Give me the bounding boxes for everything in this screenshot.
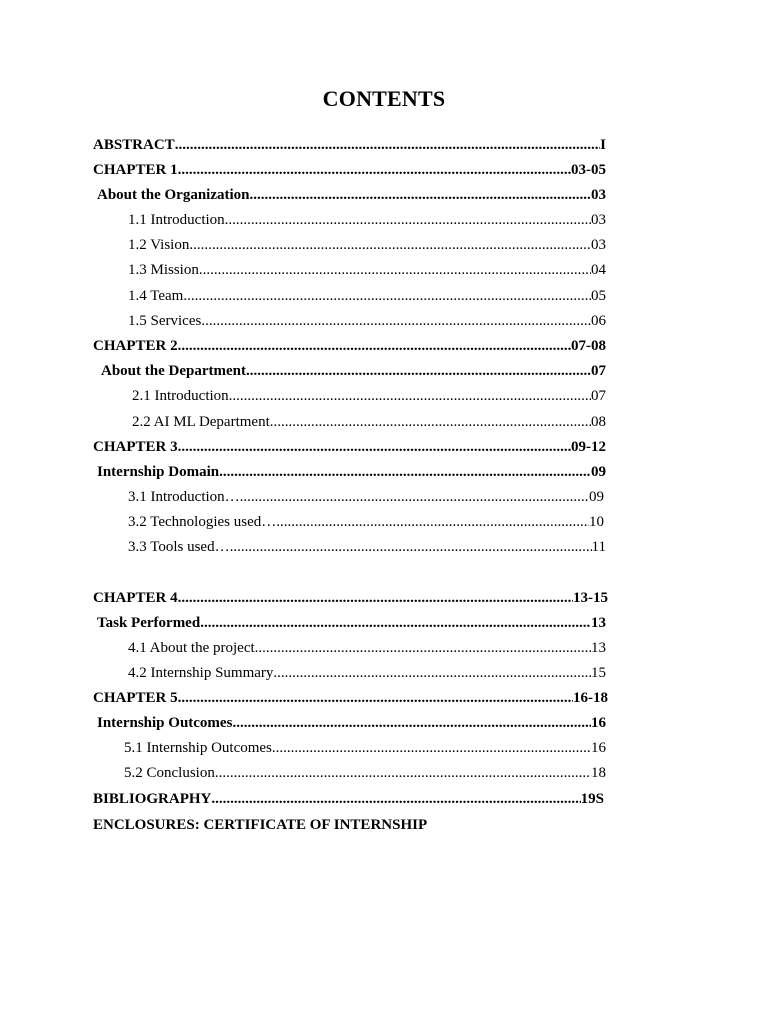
dot-leader [272, 738, 591, 758]
dot-leader [211, 789, 580, 809]
toc-entry-about-department[interactable] [101, 361, 606, 381]
toc-entry-page: 13-15 [573, 590, 608, 606]
toc-entry-label: Internship Domain [97, 464, 220, 480]
toc-entry-page: 16-18 [573, 690, 608, 706]
toc-entry-task-performed[interactable] [97, 613, 606, 633]
toc-entry-bibliography[interactable] [93, 789, 604, 809]
toc-entry-chapter-4[interactable] [93, 588, 608, 608]
toc-entry-label: Internship Outcomes [97, 715, 233, 731]
toc-entry-abstract[interactable] [93, 135, 606, 155]
toc-entry-label: 4.2 Internship Summary [128, 665, 274, 681]
toc-entry-1-4[interactable] [128, 286, 606, 306]
toc-entry-page: 05 [591, 288, 606, 304]
toc-entry-chapter-5[interactable] [93, 688, 608, 708]
toc-entry-page: 09 [591, 464, 606, 480]
dot-leader [178, 588, 573, 608]
dot-leader [246, 361, 591, 381]
toc-entry-page: I [600, 137, 606, 153]
toc-entry-label: CHAPTER 4 [93, 590, 178, 606]
toc-entry-5-2[interactable] [124, 763, 606, 783]
dot-leader [250, 185, 591, 205]
dot-leader [255, 638, 591, 658]
toc-entry-page: 06 [591, 313, 606, 329]
toc-entry-page: 13 [591, 640, 606, 656]
toc-entry-3-2[interactable] [128, 512, 604, 532]
toc-entry-1-2[interactable] [128, 235, 606, 255]
toc-entry-page: 07 [591, 363, 606, 379]
toc-entry-label: ABSTRACT [93, 137, 175, 153]
toc-entry-page: 13 [591, 615, 606, 631]
dot-leader [183, 286, 591, 306]
toc-entry-4-1[interactable] [128, 638, 606, 658]
page-title: CONTENTS [322, 86, 446, 111]
dot-leader [200, 613, 591, 633]
toc-entry-label: CHAPTER 2 [93, 338, 178, 354]
dot-leader [230, 537, 592, 557]
dot-leader [225, 210, 591, 230]
dot-leader [189, 235, 591, 255]
toc-entry-label: CHAPTER 5 [93, 690, 178, 706]
toc-entry-label: 1.3 Mission [128, 262, 199, 278]
toc-entry-label: 1.4 Team [128, 288, 184, 304]
toc-entry-label: 1.2 Vision [128, 237, 190, 253]
toc-entry-page: 16 [591, 715, 606, 731]
toc-entry-page: 03 [591, 212, 606, 228]
dot-leader [199, 260, 591, 280]
toc-entry-label: 3.1 Introduction… [128, 489, 240, 505]
toc-entry-chapter-1[interactable] [93, 160, 606, 180]
toc-entry-label: 5.1 Internship Outcomes [124, 740, 272, 756]
toc-entry-label: CHAPTER 3 [93, 439, 178, 455]
toc-entry-label: 3.2 Technologies used… [128, 514, 277, 530]
toc-entry-page: 11 [591, 539, 606, 555]
dot-leader [219, 462, 591, 482]
toc-entry-page: 03 [591, 187, 606, 203]
toc-entry-5-1[interactable] [124, 738, 606, 758]
toc-entry-internship-outcomes[interactable] [97, 713, 606, 733]
toc-entry-internship-domain[interactable] [97, 462, 606, 482]
toc-entry-page: 03-05 [571, 162, 606, 178]
dot-leader [178, 688, 573, 708]
toc-entry-page: 04 [591, 262, 606, 278]
toc-entry-page: 03 [591, 237, 606, 253]
toc-entry-label: 1.5 Services [128, 313, 202, 329]
dot-leader [273, 663, 591, 683]
toc-entry-page: 19S [580, 791, 604, 807]
toc-entry-label: Task Performed [97, 615, 201, 631]
toc-entry-page: 15 [591, 665, 606, 681]
toc-entry-2-2[interactable] [132, 412, 606, 432]
toc-entry-chapter-2[interactable] [93, 336, 606, 356]
toc-entry-4-2[interactable] [128, 663, 606, 683]
toc-entry-label: BIBLIOGRAPHY [93, 791, 212, 807]
toc-entry-1-3[interactable] [128, 260, 606, 280]
toc-entry-label: 2.2 AI ML Department [132, 414, 270, 430]
dot-leader [270, 412, 591, 432]
toc-entry-page: 07 [591, 388, 606, 404]
toc-entry-label: 1.1 Introduction [128, 212, 225, 228]
toc-entry-label: About the Department [101, 363, 246, 379]
toc-entry-label: CHAPTER 1 [93, 162, 178, 178]
toc-entry-label: 5.2 Conclusion [124, 765, 215, 781]
dot-leader [229, 386, 591, 406]
dot-leader [232, 713, 591, 733]
toc-entry-about-organization[interactable] [97, 185, 606, 205]
toc-entry-page: 09-12 [571, 439, 606, 455]
dot-leader [201, 311, 591, 331]
toc-entry-page: 08 [591, 414, 606, 430]
toc-entry-label: 4.1 About the project [128, 640, 255, 656]
toc-entry-enclosures[interactable]: ENCLOSURES: CERTIFICATE OF INTERNSHIP [93, 817, 428, 833]
dot-leader [178, 160, 571, 180]
toc-entry-label: About the Organization [97, 187, 250, 203]
toc-entry-1-1[interactable] [128, 210, 606, 230]
toc-entry-page: 16 [591, 740, 606, 756]
dot-leader [215, 763, 591, 783]
toc-entry-page: 10 [589, 514, 604, 530]
dot-leader [175, 135, 600, 155]
toc-entry-page: 09 [589, 489, 604, 505]
toc-entry-page: 07-08 [571, 338, 606, 354]
toc-entry-3-1[interactable] [128, 487, 604, 507]
toc-entry-chapter-3[interactable] [93, 437, 606, 457]
dot-leader [178, 437, 571, 457]
toc-entry-3-3[interactable] [128, 537, 606, 557]
toc-entry-label: 3.3 Tools used… [128, 539, 230, 555]
toc-entry-2-1[interactable] [132, 386, 606, 406]
toc-entry-1-5[interactable] [128, 311, 606, 331]
dot-leader [240, 487, 589, 507]
dot-leader [276, 512, 589, 532]
toc-entry-page: 18 [591, 765, 606, 781]
toc-entry-label: 2.1 Introduction [132, 388, 229, 404]
dot-leader [178, 336, 571, 356]
